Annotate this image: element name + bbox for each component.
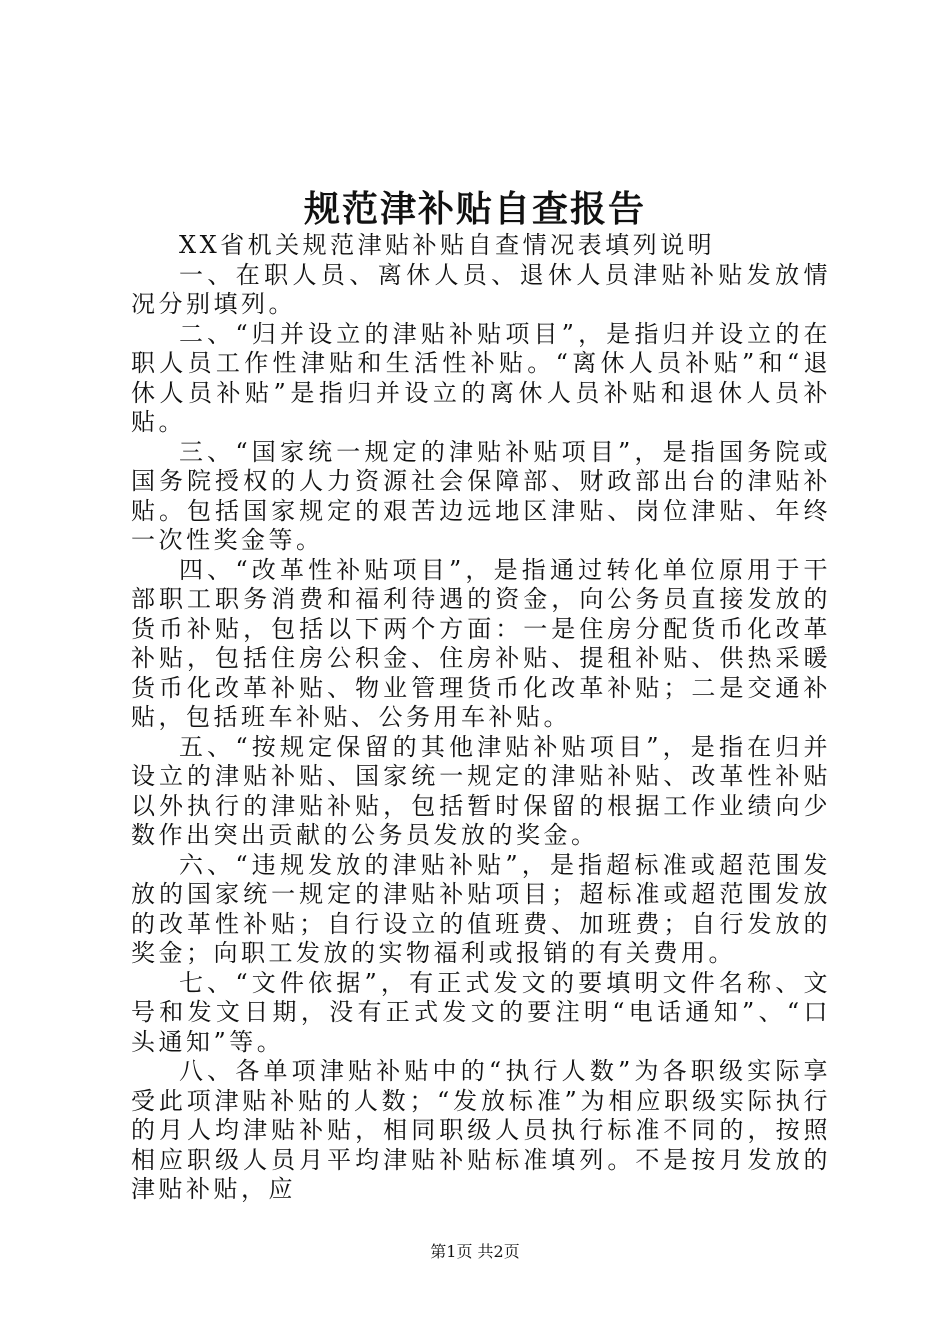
- paragraph-7: 七、“文件依据”，有正式发文的要填明文件名称、文号和发文日期，没有正式发文的要注明“电话通知”、“口头通知”等。: [131, 968, 831, 1056]
- paragraph-1: 一、在职人员、离休人员、退休人员津贴补贴发放情况分别填列。: [131, 260, 831, 318]
- paragraph-3: 三、“国家统一规定的津贴补贴项目”，是指国务院或国务院授权的人力资源社会保障部、财政部出台的津贴补贴。包括国家规定的艰苦边远地区津贴、岗位津贴、年终一次性奖金等。: [131, 437, 831, 554]
- page-number-footer: 第1页 共2页: [430, 1242, 520, 1261]
- document-body: [131, 231, 831, 1205]
- paragraph-5: 五、“按规定保留的其他津贴补贴项目”，是指在归并设立的津贴补贴、国家统一规定的津贴补贴、改革性补贴以外执行的津贴补贴，包括暂时保留的根据工作业绩向少数作出突出贡献的公务员发放的奖金。: [131, 732, 831, 849]
- document-title: 规范津补贴自查报告: [303, 188, 646, 230]
- paragraph-subtitle: XX省机关规范津贴补贴自查情况表填列说明: [179, 231, 716, 259]
- paragraph-6: 六、“违规发放的津贴补贴”，是指超标准或超范围发放的国家统一规定的津贴补贴项目；超标准或超范围发放的改革性补贴；自行设立的值班费、加班费；自行发放的奖金；向职工发放的实物福利或报销的有关费用。: [131, 850, 831, 967]
- paragraph-2: 二、“归并设立的津贴补贴项目”，是指归并设立的在职人员工作性津贴和生活性补贴。“离休人员补贴”和“退休人员补贴”是指归并设立的离休人员补贴和退休人员补贴。: [131, 319, 831, 436]
- paragraph-8: 八、各单项津贴补贴中的“执行人数”为各职级实际享受此项津贴补贴的人数；“发放标准”为相应职级实际执行的月人均津贴补贴，相同职级人员执行标准不同的，按照相应职级人员月平均津贴补贴标准填列。不是按月发放的津贴补贴，应: [131, 1057, 831, 1203]
- paragraph-4: 四、“改革性补贴项目”，是指通过转化单位原用于干部职工职务消费和福利待遇的资金，向公务员直接发放的货币补贴，包括以下两个方面：一是住房分配货币化改革补贴，包括住房公积金、住房补贴、提租补贴、供热采暖货币化改革补贴、物业管理货币化改革补贴；二是交通补贴，包括班车补贴、公务用车补贴。: [131, 555, 831, 731]
